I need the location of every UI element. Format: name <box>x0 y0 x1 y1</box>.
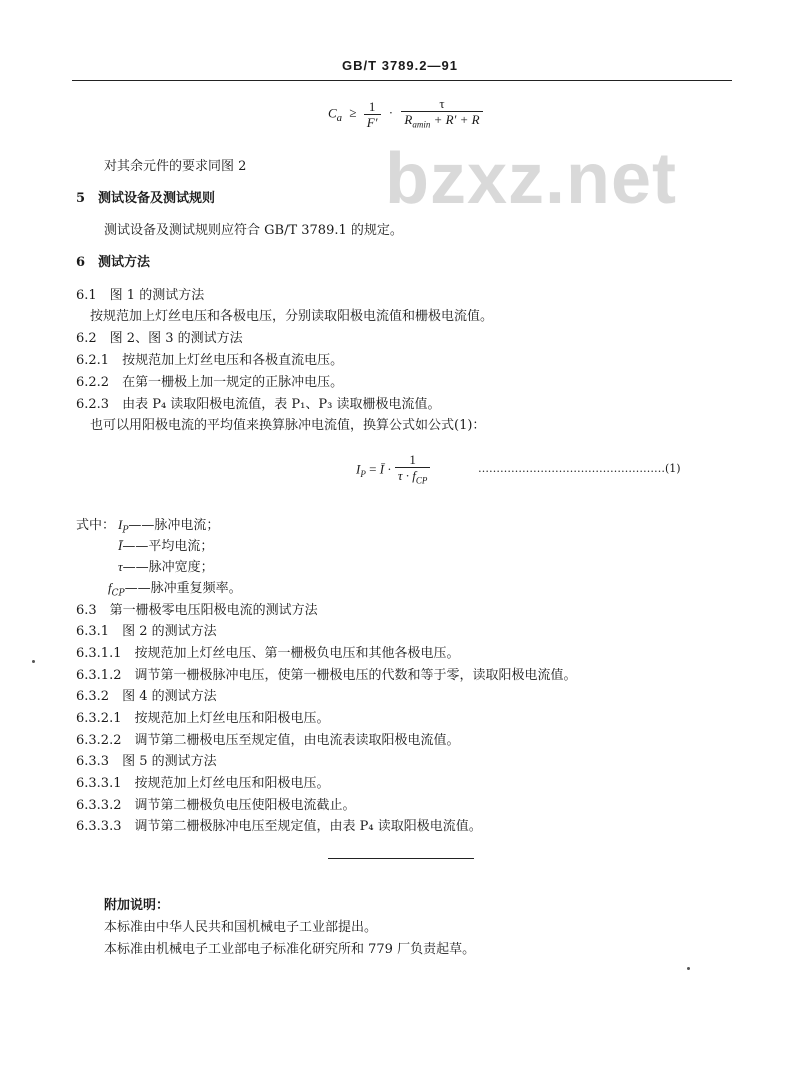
text-line: 6.3.2 图 4 的测试方法 <box>76 689 217 704</box>
where-symbol: I <box>118 517 123 532</box>
section-heading: 5 测试设备及测试规则 <box>76 191 216 206</box>
text-line: 6.2.3 由表 P₄ 读取阳极电流值，表 P₁、P₃ 读取栅极电流值。 <box>76 397 441 412</box>
subsection-heading: 6.3 第一栅极零电压阳极电流的测试方法 <box>76 603 318 618</box>
header-rule <box>72 80 732 81</box>
den-r-sub: amin <box>412 119 431 130</box>
where-description: ——脉冲宽度； <box>122 560 214 575</box>
formula-avg: Ī <box>379 461 385 477</box>
text-line: 测试设备及测试规则应符合 GB/T 3789.1 的规定。 <box>104 223 403 238</box>
text-line: 6.3.3 图 5 的测试方法 <box>76 754 217 769</box>
text-line: 6.3.3.3 调节第二栅极脉冲电压至规定值，由表 P₄ 读取阳极电流值。 <box>76 819 482 834</box>
formula-eq: = <box>369 461 380 477</box>
text-line: 6.3.1.1 按规范加上灯丝电压、第一栅极负电压和其他各极电压。 <box>76 646 460 661</box>
where-description: ——平均电流； <box>122 539 214 554</box>
fraction-2-numerator: τ <box>401 96 482 112</box>
where-item <box>108 577 242 599</box>
subsection-heading: 6.1 图 1 的测试方法 <box>76 288 205 303</box>
formula-pulse-current <box>356 452 430 489</box>
fraction-2-denominator <box>401 112 482 133</box>
formula-dot: · <box>387 461 395 477</box>
text-line: 按规范加上灯丝电压和各极电压，分别读取阳极电流值和栅极电流值。 <box>90 309 494 324</box>
end-rule <box>328 858 474 859</box>
subsection-heading: 6.2 图 2、图 3 的测试方法 <box>76 331 243 346</box>
text-line: 6.3.3.1 按规范加上灯丝电压和阳极电压。 <box>76 776 330 791</box>
watermark: bzxz.net <box>385 139 678 219</box>
where-item <box>118 535 213 554</box>
appendix-title: 附加说明： <box>104 898 170 913</box>
den-r: R <box>404 112 413 127</box>
where-symbol: τ <box>118 559 123 574</box>
den-main-sub: CP <box>415 475 428 486</box>
where-intro: 式中： <box>76 518 116 533</box>
equation-number-leader: ……………………………………………(1) <box>478 462 681 475</box>
formula-capacitance <box>328 96 483 133</box>
fraction-2 <box>401 96 482 133</box>
text-line: 6.2.1 按规范加上灯丝电压和各极直流电压。 <box>76 353 344 368</box>
appendix-line: 本标准由中华人民共和国机械电子工业部提出。 <box>104 920 378 935</box>
den-main: τ · f <box>397 468 416 483</box>
where-item <box>118 556 214 575</box>
where-symbol: Ī <box>118 538 123 553</box>
formula-fraction-denominator <box>395 468 431 489</box>
formula-lhs-sub: P <box>360 468 366 479</box>
text-line: 6.3.2.2 调节第二栅极电压至规定值，由电流表读取阳极电流值。 <box>76 733 460 748</box>
formula-lhs: C <box>328 105 337 121</box>
appendix-line: 本标准由机械电子工业部电子标准化研究所和 779 厂负责起草。 <box>104 942 476 957</box>
text-line: 对其余元件的要求同图 2 <box>104 159 247 174</box>
text-line: 6.3.1 图 2 的测试方法 <box>76 624 217 639</box>
text-line: 也可以用阳极电流的平均值来换算脉冲电流值，换算公式如公式(1)： <box>90 418 486 433</box>
page-header: GB/T 3789.2—91 <box>342 58 458 73</box>
section-heading: 6 测试方法 <box>76 255 151 270</box>
where-description: ——脉冲重复频率。 <box>124 581 242 596</box>
formula-op: ≥ <box>349 105 357 121</box>
where-symbol-sub: CP <box>111 588 125 599</box>
den-rest: + R′ + R <box>430 112 480 127</box>
fraction-1-numerator: 1 <box>364 99 381 115</box>
scan-speck <box>687 967 690 970</box>
formula-lhs-sub: a <box>336 111 343 124</box>
text-line: 6.2.2 在第一栅极上加一规定的正脉冲电压。 <box>76 375 344 390</box>
fraction-1-denominator: F′ <box>366 114 378 130</box>
where-item <box>118 514 219 536</box>
where-symbol-sub: P <box>122 525 129 536</box>
formula-dot: · <box>388 105 394 121</box>
formula-fraction-numerator: 1 <box>395 452 431 468</box>
scan-speck <box>32 660 35 663</box>
formula-lhs: I <box>356 461 361 477</box>
formula-fraction <box>395 452 431 489</box>
where-symbol: f <box>108 580 112 595</box>
where-description: ——脉冲电流； <box>128 518 220 533</box>
fraction-1 <box>364 99 381 130</box>
text-line: 6.3.3.2 调节第二栅极负电压使阳极电流截止。 <box>76 798 356 813</box>
text-line: 6.3.1.2 调节第一栅极脉冲电压，使第一栅极电压的代数和等于零，读取阳极电流值。 <box>76 668 577 683</box>
text-line: 6.3.2.1 按规范加上灯丝电压和阳极电压。 <box>76 711 330 726</box>
